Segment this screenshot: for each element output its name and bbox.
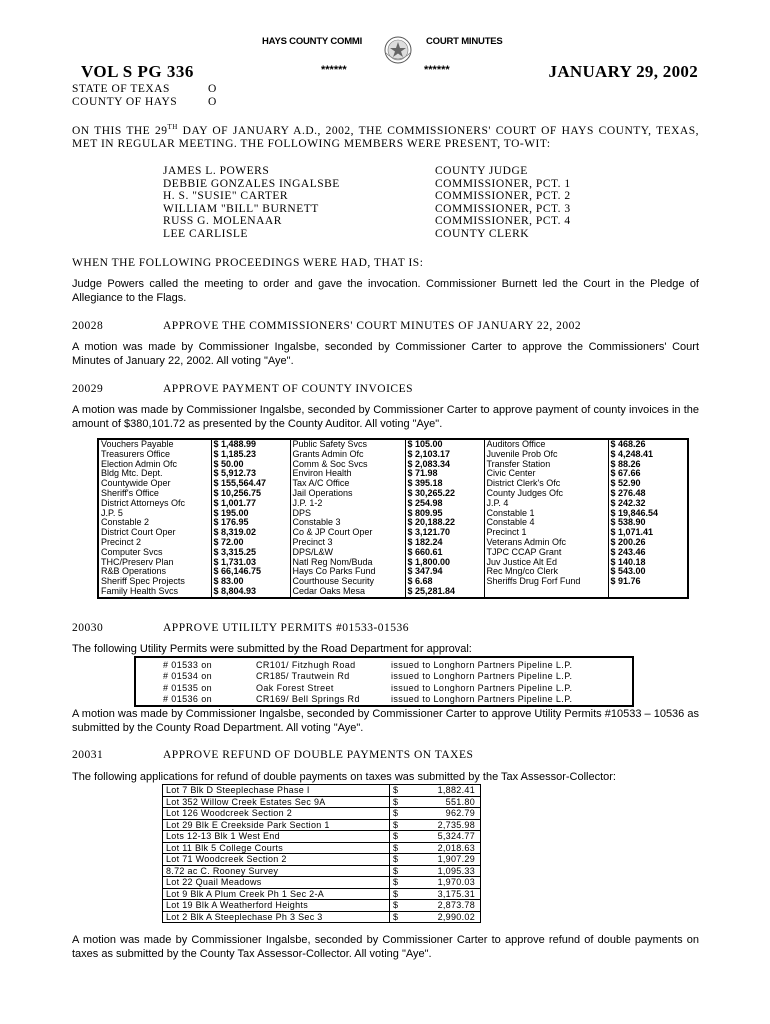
invoice-amount: $ 2,103.17 [405,450,484,460]
section-title: APPROVE UTILILTY PERMITS #01533-01536 [163,622,410,634]
invoice-department: Precinct 3 [290,538,405,548]
permit-issued-to: issued to Longhorn Partners Pipeline L.P. [391,682,573,693]
member-title: COMMISSIONER, PCT. 4 [435,215,571,227]
currency-sign: $ [393,877,399,887]
permit-issued-to: issued to Longhorn Partners Pipeline L.P. [391,660,573,670]
invoice-department: Courthouse Security [290,577,405,587]
section-heading [72,383,413,395]
invoice-department: District Attorneys Ofc [98,499,211,509]
venue-row [72,96,217,109]
invoice-amount: $ 8,804.93 [211,587,290,598]
refund-amount-cell [390,854,481,866]
proceedings-line: WHEN THE FOLLOWING PROCEEDINGS WERE HAD, THAT IS: [72,257,424,269]
header-right-text: COURT MINUTES [426,36,503,47]
venue-label: COUNTY OF HAYS [72,96,178,108]
invoice-amount: $ 1,731.03 [211,558,290,568]
venue-row [72,83,217,96]
invoice-row [98,450,688,460]
invoice-row [98,538,688,548]
member-title: COMMISSIONER, PCT. 2 [435,190,571,202]
refund-table [162,784,481,923]
invoice-department: Computer Svcs [98,548,211,558]
invoice-department: Grants Admin Ofc [290,450,405,460]
intro-text-b: DAY OF JANUARY A.D., 2002, THE COMMISSIONERS' COURT OF HAYS COUNTY, TEXAS, MET IN REGULAR MEETING. THE FOLLOWING MEMBERS WERE PRESENT, TO-WIT: [72,124,699,151]
currency-sign: $ [393,854,399,864]
invoice-amount: $ 5,912.73 [211,469,290,479]
venue-block [72,83,217,109]
invoice-amount: $ 182.24 [405,538,484,548]
section-heading [72,320,581,332]
refund-amount: 1,095.33 [437,865,475,876]
permit-issued-to: issued to Longhorn Partners Pipeline L.P. [391,693,573,704]
invoice-amount: $ 200.26 [608,538,688,548]
invoice-row [98,439,688,450]
invoice-department: THC/Preserv Plan [98,558,211,568]
permit-road: CR169/ Bell Springs Rd [256,693,360,704]
invoice-amount: $ 19,846.54 [608,509,688,519]
invoice-department: Transfer Station [484,460,608,470]
member-title: COUNTY CLERK [435,227,530,240]
refund-amount: 2,018.63 [437,842,475,853]
volume-page: VOL S PG 336 [81,62,194,81]
invoice-department: Hays Co Parks Fund [290,567,405,577]
invoice-amount: $ 4,248.41 [608,450,688,460]
permit-row [136,671,632,682]
invoice-amount: $ 72.00 [211,538,290,548]
currency-sign: $ [393,819,399,830]
permit-number: # 01536 on [163,693,213,704]
refund-amount-cell [390,785,481,797]
members-list [163,165,571,240]
invoice-row [98,489,688,499]
refund-amount: 1,907.29 [437,854,475,864]
invoice-department: Constable 4 [484,518,608,528]
invoice-department: TJPC CCAP Grant [484,548,608,558]
invoice-amount: $ 3,121.70 [405,528,484,538]
invoice-amount: $ 276.48 [608,489,688,499]
invoice-department: District Clerk's Ofc [484,479,608,489]
invoice-amount: $ 25,281.84 [405,587,484,598]
refund-amount-cell [390,808,481,820]
motion-paragraph: A motion was made by Commissioner Ingalsbe, seconded by Commissioner Carter to approve Utility Permits #10533 – 10536 as submitted by the County Road Department. All voting "Aye". [72,708,699,734]
invoice-amount: $ 8,319.02 [211,528,290,538]
section-title: APPROVE THE COMMISSIONERS' COURT MINUTES OF JANUARY 22, 2002 [163,320,582,332]
refund-row [163,808,481,820]
invoice-amount: $ 1,488.99 [211,439,290,450]
refund-property: Lot 22 Quail Meadows [163,877,390,889]
refund-amount: 1,882.41 [437,785,475,795]
refund-property: Lot 29 Blk E Creekside Park Section 1 [163,819,390,831]
refund-amount: 2,873.78 [437,900,475,910]
member-row [163,215,571,228]
member-row [163,228,571,241]
refund-amount-cell [390,842,481,854]
invoice-amount: $ 20,188.22 [405,518,484,528]
invoice-row [98,509,688,519]
invoice-row [98,469,688,479]
refund-property: Lot 11 Blk 5 College Courts [163,842,390,854]
invoice-amount: $ 809.95 [405,509,484,519]
refund-property: Lot 19 Blk A Weatherford Heights [163,900,390,912]
currency-sign: $ [393,785,399,795]
invoice-department: Precinct 2 [98,538,211,548]
invoice-amount: $ 6.68 [405,577,484,587]
invoice-table [97,438,689,599]
permit-row [136,694,632,705]
member-row [163,190,571,203]
invoice-department: Comm & Soc Svcs [290,460,405,470]
refund-property: Lot 2 Blk A Steeplechase Ph 3 Sec 3 [163,911,390,923]
invoice-row [98,558,688,568]
invoice-department: Veterans Admin Ofc [484,538,608,548]
invoice-department: Countywide Oper [98,479,211,489]
invoice-amount: $ 1,800.00 [405,558,484,568]
invoice-amount [608,587,688,598]
invoice-department: Environ Health [290,469,405,479]
member-name: LEE CARLISLE [163,227,248,240]
refund-amount-cell [390,888,481,900]
venue-mark: O [208,83,217,95]
invoice-amount: $ 50.00 [211,460,290,470]
running-header [0,34,770,54]
invoice-department: Precinct 1 [484,528,608,538]
permit-road: CR101/ Fitzhugh Road [256,660,356,670]
currency-sign: $ [393,842,399,853]
invoice-row [98,587,688,598]
invoice-department: Sheriff's Office [98,489,211,499]
invoice-department: District Court Oper [98,528,211,538]
section-number: 20029 [72,383,104,395]
refund-property: Lots 12-13 Blk 1 West End [163,831,390,843]
invoice-row [98,460,688,470]
section-number: 20030 [72,622,104,634]
invoice-amount: $ 468.26 [608,439,688,450]
refund-property: Lot 71 Woodcreek Section 2 [163,854,390,866]
refund-property: Lot 126 Woodcreek Section 2 [163,808,390,820]
invoice-department: Public Safety Svcs [290,439,405,450]
venue-mark: O [208,96,217,108]
invoice-department: DPS [290,509,405,519]
invoice-department: Cedar Oaks Mesa [290,587,405,598]
invoice-department: Election Admin Ofc [98,460,211,470]
invoice-amount: $ 52.90 [608,479,688,489]
invoice-amount: $ 2,083.34 [405,460,484,470]
opening-paragraph: Judge Powers called the meeting to order and gave the invocation. Commissioner Burnett led the Court in the Pledge of Allegiance to the Flags. [72,278,699,304]
refund-row [163,785,481,797]
member-title: COMMISSIONER, PCT. 1 [435,177,571,190]
invoice-department: Tax A/C Office [290,479,405,489]
member-name: H. S. "SUSIE" CARTER [163,190,289,202]
refund-amount-cell [390,819,481,831]
invoice-department: Rec Mng/co Clerk [484,567,608,577]
invoice-department: Auditors Office [484,439,608,450]
currency-sign: $ [393,808,399,818]
section-number: 20031 [72,749,104,761]
invoice-department: Juvenile Prob Ofc [484,450,608,460]
refund-row [163,865,481,877]
currency-sign: $ [393,831,399,841]
invoice-amount: $ 195.00 [211,509,290,519]
section-heading [72,622,409,634]
invoice-amount: $ 243.46 [608,548,688,558]
refund-amount-cell [390,900,481,912]
invoice-department: Sheriffs Drug Forf Fund [484,577,608,587]
section-heading [72,749,473,761]
refund-row [163,819,481,831]
refund-row [163,888,481,900]
invoice-row [98,548,688,558]
invoice-amount: $ 242.32 [608,499,688,509]
permit-road: CR185/ Trautwein Rd [256,671,350,682]
currency-sign: $ [393,888,399,899]
invoice-amount: $ 88.26 [608,460,688,470]
invoice-department: J.P. 5 [98,509,211,519]
invoice-department: Juv Justice Alt Ed [484,558,608,568]
refund-property: Lot 7 Blk D Steeplechase Phase I [163,785,390,797]
refund-row [163,900,481,912]
invoice-department: Natl Reg Nom/Buda [290,558,405,568]
invoice-row [98,499,688,509]
invoice-amount: $ 140.18 [608,558,688,568]
permit-number: # 01533 on [163,660,213,670]
refund-amount: 1,970.03 [437,877,475,887]
meeting-date: JANUARY 29, 2002 [548,62,698,81]
invoice-department: Co & JP Court Oper [290,528,405,538]
refund-amount: 2,735.98 [437,819,475,830]
invoice-amount: $ 1,071.41 [608,528,688,538]
invoice-department: Family Health Svcs [98,587,211,598]
refund-row [163,842,481,854]
invoice-amount: $ 67.66 [608,469,688,479]
refund-property: Lot 352 Willow Creek Estates Sec 9A [163,796,390,808]
invoice-amount: $ 155,564.47 [211,479,290,489]
refund-amount-cell [390,911,481,923]
header-left-text: HAYS COUNTY COMMI [262,36,363,47]
invoice-row [98,479,688,489]
member-row [163,203,571,216]
invoice-department: Constable 1 [484,509,608,519]
member-row [163,165,571,178]
venue-label: STATE OF TEXAS [72,83,170,95]
stars-right: ****** [424,64,450,76]
member-name: JAMES L. POWERS [163,165,270,177]
refund-row [163,796,481,808]
invoice-row [98,577,688,587]
invoice-amount: $ 347.94 [405,567,484,577]
invoice-department: Constable 3 [290,518,405,528]
section-title: APPROVE PAYMENT OF COUNTY INVOICES [163,383,414,395]
permit-road: Oak Forest Street [256,682,334,693]
refund-property: Lot 9 Blk A Plum Creek Ph 1 Sec 2-A [163,888,390,900]
section-number: 20028 [72,320,104,332]
refund-amount: 2,990.02 [437,911,475,922]
invoice-department: J.P. 1-2 [290,499,405,509]
currency-sign: $ [393,865,399,876]
permit-number: # 01534 on [163,671,213,682]
invoice-row [98,518,688,528]
permit-number: # 01535 on [163,682,213,693]
refund-amount-cell [390,831,481,843]
invoice-amount: $ 538.90 [608,518,688,528]
invoice-department: Treasurers Office [98,450,211,460]
stars-left: ****** [321,64,347,76]
permit-row [136,683,632,694]
refund-intro: The following applications for refund of double payments on taxes was submitted by the Tax Assessor-Collector: [72,771,616,783]
invoice-amount: $ 66,146.75 [211,567,290,577]
intro-sup: TH [167,123,178,131]
member-name: WILLIAM "BILL" BURNETT [163,202,319,215]
invoice-amount: $ 3,315.25 [211,548,290,558]
refund-row [163,877,481,889]
invoice-amount: $ 1,001.77 [211,499,290,509]
invoice-amount: $ 176.95 [211,518,290,528]
invoice-department: Civic Center [484,469,608,479]
permits-intro: The following Utility Permits were submitted by the Road Department for approval: [72,643,472,655]
currency-sign: $ [393,900,399,910]
member-name: RUSS G. MOLENAAR [163,215,282,227]
invoice-amount: $ 91.76 [608,577,688,587]
invoice-amount: $ 71.98 [405,469,484,479]
invoice-department: Jail Operations [290,489,405,499]
motion-paragraph: A motion was made by Commissioner Ingalsbe, seconded by Commissioner Carter to approve payment of county invoices in the amount of $380,101.72 as presented by the County Auditor. All voting "Aye". [72,404,699,430]
invoice-department [484,587,608,598]
currency-sign: $ [393,911,399,922]
invoice-row [98,567,688,577]
invoice-amount: $ 30,265.22 [405,489,484,499]
intro-paragraph [72,121,699,152]
motion-paragraph: A motion was made by Commissioner Ingalsbe, seconded by Commissioner Carter to approve the Commissioners' Court Minutes of January 22, 2002. All voting "Aye". [72,341,699,367]
intro-text-a: ON THIS THE 29 [72,124,168,137]
refund-amount-cell [390,796,481,808]
refund-row [163,854,481,866]
refund-amount: 962.79 [445,808,475,818]
invoice-department: Sheriff Spec Projects [98,577,211,587]
refund-row [163,911,481,923]
refund-amount: 551.80 [445,796,475,807]
invoice-department: Bldg Mtc. Dept. [98,469,211,479]
permits-box [134,656,634,707]
invoice-amount: $ 543.00 [608,567,688,577]
invoice-amount: $ 83.00 [211,577,290,587]
invoice-amount: $ 395.18 [405,479,484,489]
refund-amount-cell [390,877,481,889]
invoice-amount: $ 660.61 [405,548,484,558]
member-name: DEBBIE GONZALES INGALSBE [163,177,340,190]
refund-property: 8.72 ac C. Rooney Survey [163,865,390,877]
invoice-department: Constable 2 [98,518,211,528]
invoice-amount: $ 10,256.75 [211,489,290,499]
member-title: COMMISSIONER, PCT. 3 [435,202,571,215]
member-title: COUNTY JUDGE [435,165,528,177]
invoice-amount: $ 1,185.23 [211,450,290,460]
invoice-department: Vouchers Payable [98,439,211,450]
motion-paragraph: A motion was made by Commissioner Ingalsbe, seconded by Commissioner Carter to approve refund of double payments on taxes as submitted by the County Tax Assessor-Collector. All voting "Aye". [72,934,699,960]
invoice-department: J.P. 4 [484,499,608,509]
invoice-amount: $ 105.00 [405,439,484,450]
refund-row [163,831,481,843]
invoice-amount: $ 254.98 [405,499,484,509]
member-row [163,178,571,191]
county-seal-icon [372,34,424,74]
invoice-department: County Judges Ofc [484,489,608,499]
invoice-department: DPS/L&W [290,548,405,558]
invoice-department: R&B Operations [98,567,211,577]
section-title: APPROVE REFUND OF DOUBLE PAYMENTS ON TAXES [163,749,474,761]
currency-sign: $ [393,796,399,807]
refund-amount: 5,324.77 [437,831,475,841]
permit-row [136,660,632,671]
permit-issued-to: issued to Longhorn Partners Pipeline L.P. [391,671,573,682]
invoice-row [98,528,688,538]
refund-amount-cell [390,865,481,877]
refund-amount: 3,175.31 [437,888,475,899]
